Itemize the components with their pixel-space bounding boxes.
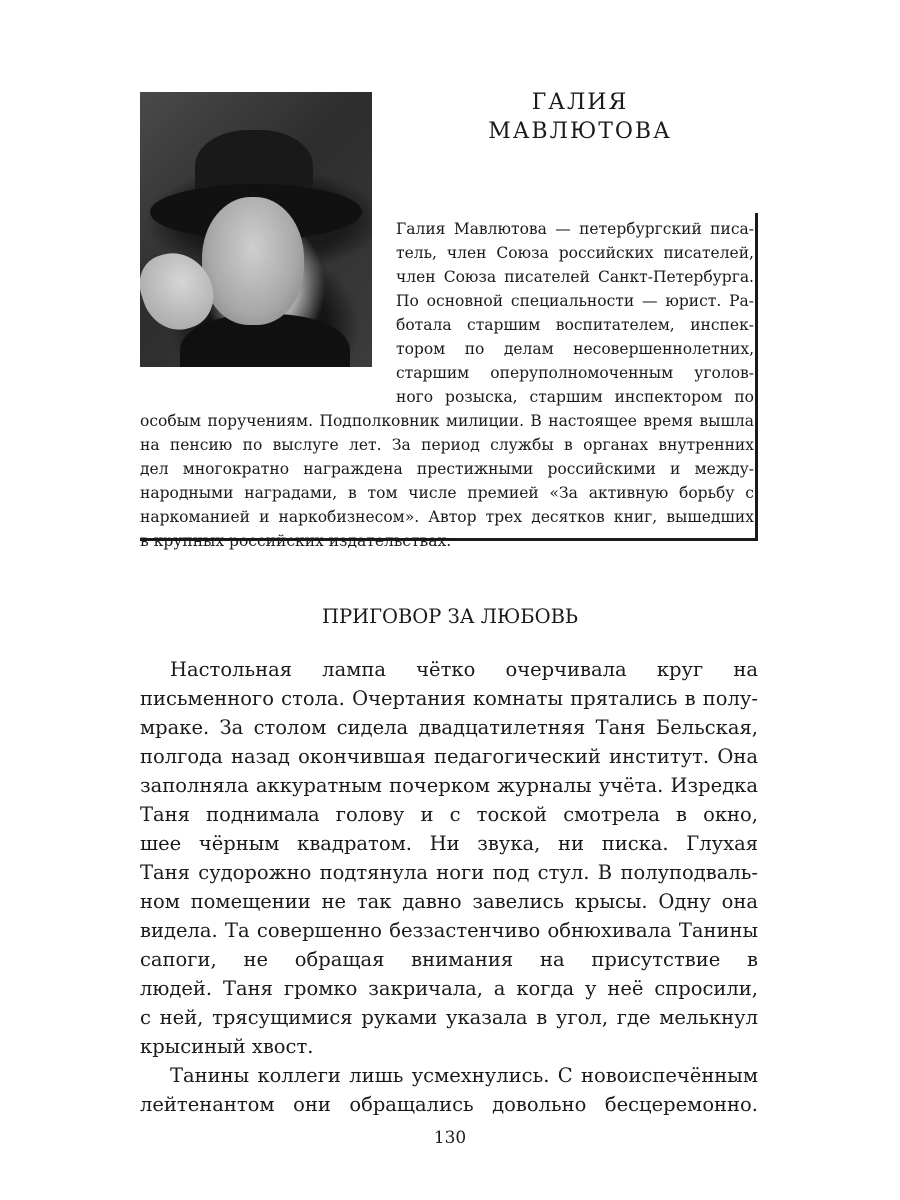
bio-line: ботала старшим воспитателем, инспек- bbox=[396, 316, 754, 334]
bio-line: По основной специальности — юрист. Ра- bbox=[396, 292, 754, 310]
story-line: полгода назад окончившая педагогический институт. Она bbox=[140, 745, 758, 768]
bio-line: тель, член Союза российских писателей, bbox=[396, 244, 754, 262]
story-line: Танины коллеги лишь усмехнулись. С новоиспечённым bbox=[170, 1064, 758, 1087]
face-shape bbox=[202, 197, 304, 325]
story-line: Таня поднимала голову и с тоской смотрела в окно, bbox=[140, 803, 758, 826]
story-title: ПРИГОВОР ЗА ЛЮБОВЬ bbox=[321, 605, 579, 628]
bio-line: наркоманией и наркобизнесом». Автор трех десятков книг, вышедших bbox=[140, 508, 754, 526]
bio-line: дел многократно награждена престижными российскими и между- bbox=[140, 460, 754, 478]
bio-line: в крупных российских издательствах. bbox=[140, 532, 452, 550]
author-last-name: МАВЛЮТОВА bbox=[488, 119, 672, 144]
story-line: лейтенантом они обращались довольно бесцеремонно. bbox=[140, 1093, 758, 1116]
bio-frame-right bbox=[755, 213, 758, 541]
bio-line: ного розыска, старшим инспектором по bbox=[396, 388, 754, 406]
story-line: людей. Таня громко закричала, а когда у неё спросили, bbox=[140, 977, 758, 1000]
page-number: 130 bbox=[433, 1128, 467, 1148]
story-line: Настольная лампа чётко очерчивала круг на bbox=[170, 658, 758, 681]
story-line: мраке. За столом сидела двадцатилетняя Таня Бельская, bbox=[140, 716, 758, 739]
bio-line: на пенсию по выслуге лет. За период службы в органах внутренних bbox=[140, 436, 754, 454]
bio-line: старшим оперуполномоченным уголов- bbox=[396, 364, 754, 382]
story-line: сапоги, не обращая внимания на присутствие в bbox=[140, 948, 758, 971]
story-line: Таня судорожно подтянула ноги под стул. В полуподваль- bbox=[140, 861, 758, 884]
story-line: крысиный хвост. bbox=[140, 1035, 314, 1058]
story-line: письменного стола. Очертания комнаты прятались в полу- bbox=[140, 687, 758, 710]
story-line: ном помещении не так давно завелись крысы. Одну она bbox=[140, 890, 758, 913]
story-line: шее чёрным квадратом. Ни звука, ни писка. Глухая bbox=[140, 832, 758, 855]
story-line: с ней, трясущимися руками указала в угол, где мелькнул bbox=[140, 1006, 758, 1029]
bio-line: тором по делам несовершеннолетних, bbox=[396, 340, 754, 358]
bio-line: особым поручениям. Подполковник милиции. В настоящее время вышла bbox=[140, 412, 754, 430]
bio-line: народными наградами, в том числе премией «За активную борьбу с bbox=[140, 484, 754, 502]
bio-line: член Союза писателей Санкт-Петербурга. bbox=[396, 268, 754, 286]
author-photo bbox=[140, 92, 372, 367]
author-first-name: ГАЛИЯ bbox=[531, 90, 629, 115]
bio-line: Галия Мавлютова — петербургский писа- bbox=[396, 220, 754, 238]
story-line: видела. Та совершенно беззастенчиво обнюхивала Танины bbox=[140, 919, 758, 942]
story-line: заполняла аккуратным почерком журналы учёта. Изредка bbox=[140, 774, 758, 797]
